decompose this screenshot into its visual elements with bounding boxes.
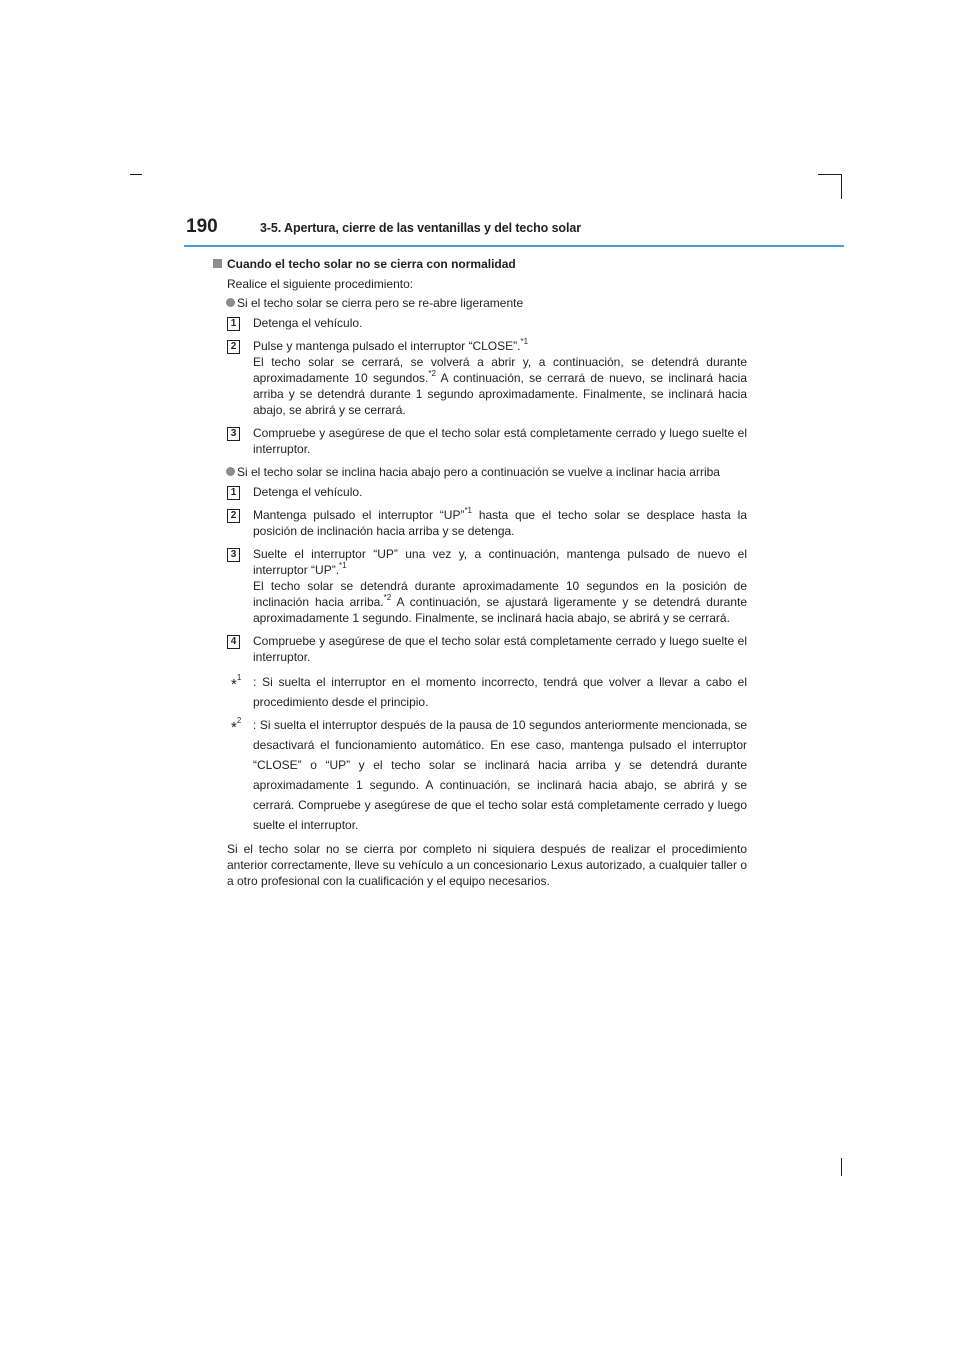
step-item: 3 Compruebe y asegúrese de que el techo solar está completamente cerrado y luego suelte el interruptor. xyxy=(227,425,747,457)
case1-steps xyxy=(227,315,747,457)
footnotes xyxy=(215,672,747,835)
page-number: 190 xyxy=(186,216,218,237)
page-header xyxy=(0,216,960,246)
step-number: 2 xyxy=(227,509,240,523)
step-item: 2 Pulse y mantenga pulsado el interruptor “CLOSE”.$^{*1}$ El techo solar se cerrará, se volverá a abrir y, a continuación, se detendrá durante aproximadamente 10 segundos.$^{*2}$ A continuación, se cerrará de nuevo, se inclinará hacia arriba y se detendrá durante 1 segundo aproximadamente. Finalmente, se inclinará hacia abajo, se abrirá y se cerrará. xyxy=(227,338,747,418)
step-number: 1 xyxy=(227,317,240,331)
footnote-ref: *1 xyxy=(520,337,529,346)
step-item: 4 Compruebe y asegúrese de que el techo solar está completamente cerrado y luego suelte el interruptor. xyxy=(227,633,747,665)
circle-bullet-icon xyxy=(226,467,235,476)
header-rule xyxy=(184,245,844,247)
step-number: 4 xyxy=(227,635,240,649)
footnote-ref: *1 xyxy=(464,506,472,515)
step-number: 1 xyxy=(227,486,240,500)
crop-mark-top-right-v xyxy=(841,174,842,199)
crop-mark-top-right-h xyxy=(818,174,842,175)
crop-mark-bottom-right xyxy=(841,1158,842,1176)
case2-steps xyxy=(227,484,747,665)
section-title: Cuando el techo solar no se cierra con normalidad xyxy=(215,256,747,272)
section-header-title: 3-5. Apertura, cierre de las ventanillas y del techo solar xyxy=(260,221,581,235)
step-number: 3 xyxy=(227,427,240,441)
footnote: *$^1$ : Si suelta el interruptor en el momento incorrecto, tendrá que volver a llevar a cabo el procedimiento desde el principio. xyxy=(231,673,747,709)
step-item: 1 Detenga el vehículo. xyxy=(227,315,747,331)
step-number: 2 xyxy=(227,340,240,354)
square-bullet-icon xyxy=(213,259,222,268)
step-item: 1 Detenga el vehículo. xyxy=(227,484,747,500)
intro-text: Realice el siguiente procedimiento: xyxy=(227,277,414,291)
footnote-ref: *1 xyxy=(339,561,347,570)
case1-title: Si el techo solar se cierra pero se re-abre ligeramente xyxy=(215,295,747,311)
footnote-ref: *2 xyxy=(383,593,392,602)
main-content xyxy=(215,256,747,889)
footnote-ref: *2 xyxy=(428,369,436,378)
crop-mark-top-left xyxy=(130,174,142,175)
step-item: 2 Mantenga pulsado el interruptor “UP”$^{*1}$ hasta que el techo solar se desplace hasta la posición de inclinación hacia arriba y se detenga. xyxy=(227,507,747,539)
footnote: *$^2$ : Si suelta el interruptor después de la pausa de 10 segundos anteriormente mencionada, se desactivará el funcionamiento automático. En ese caso, mantenga pulsado el interruptor “CLOSE” o “UP” y el techo solar se inclinará hacia arriba y se detendrá durante aproximadamente 1 segundo. A continuación, se inclinará hacia abajo, se abrirá y se cerrará. Compruebe y asegúrese de que el techo solar está completamente cerrado y luego suelte el interruptor. xyxy=(231,716,747,832)
step-item: 3 Suelte el interruptor “UP” una vez y, a continuación, mantenga pulsado de nuevo el interruptor “UP”.$^{*1}$ El techo solar se detendrá durante aproximadamente 10 segundos en la posición de inclinación hacia arriba.$^{*2}$ A continuación, se ajustará ligeramente y se detendrá durante aproximadamente 1 segundo. Finalmente, se inclinará hacia abajo, se abrirá y se cerrará. xyxy=(227,546,747,626)
case2-title: Si el techo solar se inclina hacia abajo pero a continuación se vuelve a inclinar hacia arriba xyxy=(215,464,747,480)
circle-bullet-icon xyxy=(226,298,235,307)
final-paragraph: Si el techo solar no se cierra por completo ni siquiera después de realizar el procedimiento anterior correctamente, lleve su vehículo a un concesionario Lexus autorizado, a cualquier taller o a otro profesional con la cualificación y el equipo necesarios. xyxy=(227,842,747,888)
step-number: 3 xyxy=(227,548,240,562)
